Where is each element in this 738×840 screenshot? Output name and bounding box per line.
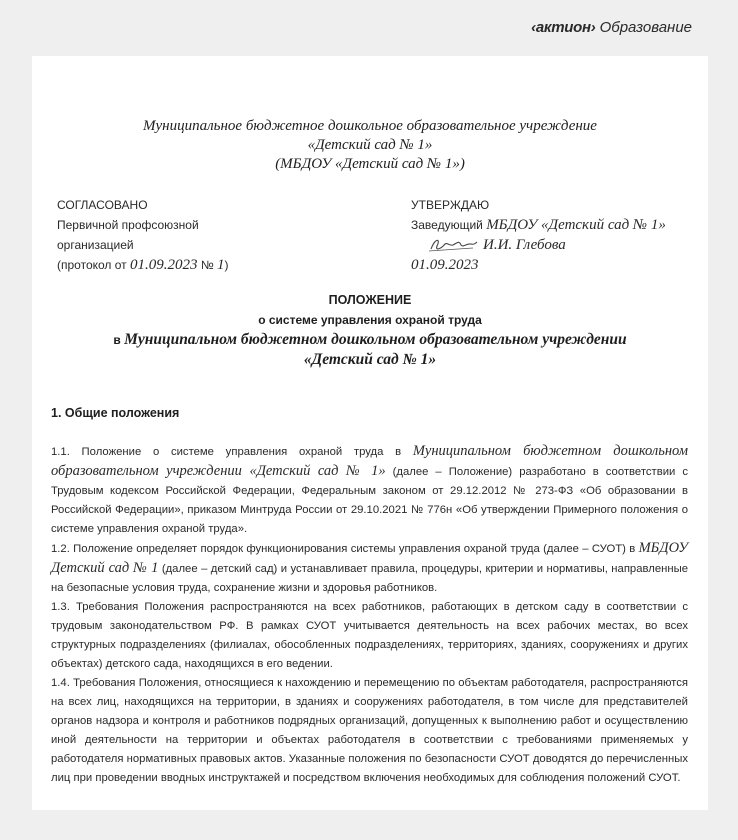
title-institution-line1 [32, 330, 708, 350]
section-body [51, 442, 688, 788]
document-page [32, 56, 708, 810]
protocol-number: 1 [217, 257, 225, 273]
signature-icon [427, 236, 479, 254]
approved-signature-row [411, 235, 666, 255]
institution-name-line1: Муниципальное бюджетное дошкольное образовательное учреждение [143, 118, 597, 134]
approved-date: 01.09.2023 [411, 257, 479, 273]
protocol-date: 01.09.2023 [129, 257, 198, 273]
p1-end: (далее – Положение) разработано в соответствии с Трудовым кодексом Российской Федерации, Федеральным законом от 29.12.2012 № 273-ФЗ «Об образовании в Российской Федерации», приказом Минтруда России от 29.10.2021 № 776н «Об утверждении Примерного положения о системе управления охраной труда». [51, 466, 688, 535]
institution-header [32, 117, 708, 174]
p1-institution: Муниципальном бюджетном дошкольном образовательном учреждении «Детский сад № 1» [51, 443, 688, 479]
title-institution-line2 [32, 350, 708, 370]
agreed-block [57, 195, 229, 275]
agreed-protocol [57, 255, 229, 275]
approved-block [411, 195, 666, 275]
paragraph-1-1 [51, 442, 688, 539]
agreed-line2: организацией [57, 238, 134, 252]
approved-name: И.И. Глебова [483, 237, 566, 253]
protocol-no-label: № [197, 258, 218, 272]
title-main: ПОЛОЖЕНИЕ [328, 293, 412, 307]
p2-end: (далее – детский сад) и устанавливает правила, процедуры, критерии и нормативы, направленные на безопасные условия труда, сохранение жизни и здоровья работников. [51, 563, 688, 594]
paragraph-1-2 [51, 539, 688, 598]
section-heading: 1. Общие положения [51, 406, 180, 420]
agreed-header: СОГЛАСОВАНО [57, 198, 148, 212]
paragraph-1-3: 1.3. Требования Положения распространяются на всех работников, работающих в детском саду в соответствии с трудовым законодательством РФ. В рамках СУОТ учитывается деятельность на всех рабочих местах, во всех структурных подразделениях (филиалах, обособленных подразделениях, территориях, зданиях, сооружениях и других объектах) детского сада, находящихся в его ведении. [51, 601, 688, 670]
institution-name-line2: «Детский сад № 1» [307, 137, 433, 153]
approved-position [411, 215, 666, 235]
paragraph-1-4: 1.4. Требования Положения, относящиеся к нахождению и перемещению по объектам работодателя, распространяются на всех лиц, находящихся на территории, в зданиях и сооружениях работодателя, в том числе для представителей органов надзора и контроля и работников подрядных организаций, допущенных к выполнению работ и осуществлению иной деятельности на территории и объектах работодателя в соответствии с требованиями применяемых у работодателя нормативных правовых актов. Указанные положения по безопасности СУОТ доводятся до перечисленных лиц при проведении вводных инструктажей и посредством включения необходимых для соблюдения положений СУОТ. [51, 677, 688, 784]
document-title [32, 290, 708, 370]
title-prefix: в [113, 333, 125, 347]
title-institution: Муниципальном бюджетном дошкольном образовательном учреждении [124, 331, 627, 348]
title-subject: о системе управления охраной труда [258, 313, 482, 327]
brand-logo [531, 19, 692, 36]
agreed-line1: Первичной профсоюзной [57, 218, 199, 232]
protocol-prefix: (протокол от [57, 258, 130, 272]
protocol-suffix: ) [224, 258, 229, 272]
p1-start: 1.1. Положение о системе управления охраной труда в [51, 446, 413, 458]
p2-start: 1.2. Положение определяет порядок функционирования системы управления охраной труда (далее – СУОТ) в [51, 543, 639, 555]
title-institution-name: «Детский сад № 1» [303, 351, 437, 368]
approved-header: УТВЕРЖДАЮ [411, 198, 490, 212]
p2-institution: МБДОУ Детский сад № 1 [51, 540, 688, 576]
institution-name-line3: (МБДОУ «Детский сад № 1») [275, 156, 465, 172]
brand-tagline: Образование [599, 19, 692, 36]
approved-institution: МБДОУ «Детский сад № 1» [486, 217, 666, 233]
brand-logo-mark: ‹актион› [531, 19, 596, 36]
approved-position-label: Заведующий [411, 218, 487, 232]
